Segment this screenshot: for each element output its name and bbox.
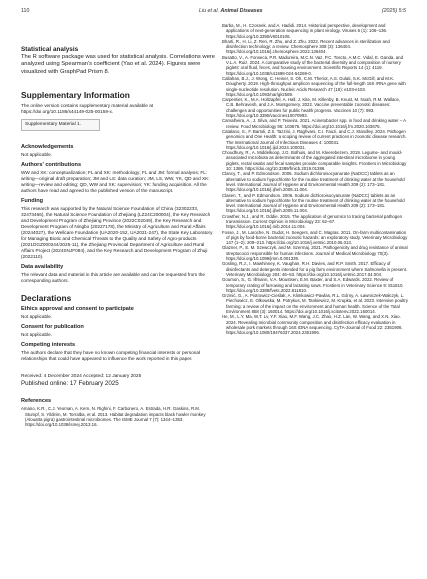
section-heading-statistical-analysis: Statistical analysis <box>21 46 79 53</box>
reference-entry: Glazner, P., E. M. Szewczyk, and M. Szermaj. 2021. Pathogenicity and drug resistance of animal streptococci responsible for human infections. Journal of Medical Microbiology 70(3). https://doi.org/10.1099/jmm.0.001339. <box>222 245 408 262</box>
acknowledgements-text: Not applicable. <box>21 152 53 158</box>
page-number: 110 <box>21 8 30 14</box>
reference-entry: Clancy, T., and P. Edmondson. 2006. Sodium dichloroisocyanurate (NaDCC) tablets as an alternative to sodium hypochlorite for the routine treatment of drinking water at the household level. International Journal of Hygiene and Environmental Health 209 (2): 173–181. https://doi.org/10.1016/j.ijheh.2005.11.004. <box>222 171 405 193</box>
received-accepted-dates: Received: 4 December 2024 Accepted: 12 January 2025 <box>21 374 142 380</box>
funding-heading: Funding <box>21 198 44 205</box>
acknowledgements-heading: Acknowledgements <box>21 144 74 151</box>
supplementary-material-box[interactable] <box>21 119 100 131</box>
ethics-heading: Ethics approval and consent to participate <box>21 306 134 313</box>
contributions-heading: Authors' contributions <box>21 162 82 169</box>
consent-text: Not applicable. <box>21 332 53 338</box>
reference-entry: He, M., L.Y. Ma, W.T. Lv, Y.F. Xiao, M.F. Wang, J.C. Zhao, H.Z. Lan, W. Wang, and X.N. Xiao. 2024. Revealing microbial community composition and disinfection efficacy evaluation in wholesale pork markets through 16S rDNA sequencing. CyTA-Journal of Food 22: 2351906. https://doi.org/10.1080/19476337.2024.2351906. <box>222 314 403 336</box>
reference-entry: Gosling, R.J., I. Mawhinney, K. Vaughan, R.H. Davies, and R.P. Smith. 2017. Efficacy of disinfectants and detergents intended for a pig farm environment where Salmonella is present. Veterinary Microbiology 204: 46–53. https://doi.org/10.1016/j.vetmic.2017.04.004. <box>222 261 408 277</box>
reference-entry: Goumon, S., G. Illmann, V.A. Moustsen, E.M. Baxter, and S.A. Edwards. 2022. Review of temporary crating of farrowing and lactating sows. Frontiers in Veterinary Science 9: 811810. https://doi.org/10.3389/fvets.2022.811810. <box>222 277 404 293</box>
reference-entry: Barba, M., H. Czosnek, and A. Hadidi. 2014. Historical perspective, development and applications of next-generation sequencing in plant virology. Viruses 6 (1): 106–136. https://doi.org/10.3390/v6010106. <box>222 23 388 39</box>
references-heading: References <box>21 398 52 405</box>
statistical-analysis-text: The R software package was used for statistical analysis. Correlations were analyzed using Spearman's coefficient (Yao et al. 2024). Figures were visualized with GraphPad Prism 8. <box>21 54 215 75</box>
reference-entry: Choudhury, R., A. Middelkoop, J.G. Bolhuis, and M. Kleerebezem. 2019. Legume- and mould-associated microbiota as determinants of the aggregated intestinal microbiome in young piglets, rectal swabs and fecal samples provide comparable insights. Frontiers in Microbiology 10: 1386. https://doi.org/10.3389/fmicb.2019.01386. <box>222 150 407 172</box>
references-list-right <box>222 23 408 336</box>
left-column <box>21 46 216 427</box>
reference-entry: Carpentier, K., M.A. Holtzapfel, A. Hall, J. Kite, M. Killenby, B. Knust, M. Noah, R.M. Wallace, C.B. Behravesh, and J.A. Montgomery. 2022. Vaccine preventable zoonotic diseases: challenges and opportunities for public health progress. Vaccines 10 (7): 993. https://doi.org/10.3390/vaccines10070993. <box>222 97 401 119</box>
section-heading-supplementary: Supplementary Information <box>21 90 130 101</box>
competing-interests-text: The authors declare that they have no known competing financial interests or personal relationships that could have appeared to influence the work reported in this paper. <box>21 350 201 362</box>
reference-entry: Grzinić, G., A. Piotrowicz-Cieślak, A. Klimkowicz-Pawlas, R.L. Górny, A. Ławniczek-Wałczyk, L. Piechowicz, E. Olkowska, M. Potrykus, M. Tankiewicz, M. Krupka, et al. 2023. Intensive poultry farming: a review of the impact on the environment and human health. Science of the Total Environment 858 (3): 160014. https://doi.org/10.1016/j.scitotenv.2022.160014. <box>222 293 408 315</box>
reference-entry: Clasen, T., and P. Edmondson. 2006. Sodium dichloroisocyanurate (NaDCC) tablets as an alternative to sodium hypochlorite for the routine treatment of drinking water at the household level. International Journal of Hygiene and Environmental Health 209 (2): 173–181. https://doi.org/10.1016/j.ijheh.2005.11.004. <box>222 192 405 214</box>
reference-entry: Catalano, S., F. Bartoli, Z.S. Tazzini, J. Raghvani, C.I. Fauzi, and C.J. Standley. 2024. Pathogen genomics and One Health: a scoping review of current practices in zoonotic disease research. The International Journal of Infectious Diseases 4: 100031. https://doi.org/10.1016/j.ijid.2024.100031. <box>222 128 407 150</box>
declarations-heading: Declarations <box>21 293 72 304</box>
reference-entry: Bharti, R., H. Li, Z. Ren, R. Zhu, and Z. Zhu. 2022. Recent advances in sterilization and disinfection technology: a review. Chemosphere 308 (3): 136404. https://doi.org/10.1016/j.chemosphere.2022.136404. <box>222 38 390 55</box>
reference-entry: Amano, K.R., C.J. Yeoman, A. Kern, N. Righini, F. Carbonero, A. Estrada, H.R. Gaskins, R.M. Stumpf, S. Yildirim, M. Torralba, et al. 2013. Habitat degradation impacts black howler monkey (Alouatta pigra) gastrointestinal microbiomes. The ISME Journal 7 (7): 1344–1353. https://doi.org/10.1038/ismej.2013.16. <box>21 406 206 428</box>
consent-heading: Consent for publication <box>21 324 84 331</box>
supplementary-material-link[interactable]: Supplementary Material 1. <box>25 122 81 128</box>
data-availability-heading: Data availability <box>21 264 64 271</box>
reference-entry: Callahan, B.J., J. Wong, C. Heiner, S. Oh, C.M. Theriot, A.S. Gulati, S.K. McGill, and M.K. Dougherty. 2019. High-throughput amplicon sequencing of the full-length 16S rRNA gene with single-nucleotide resolution. Nucleic Acids Research 47 (18): e103-e103. https://doi.org/10.1093/nar/gkz569. <box>222 75 406 97</box>
references-list-left <box>21 406 216 427</box>
competing-interests-heading: Competing interests <box>21 342 76 349</box>
supplementary-text: The online version contains supplementary material available at https://doi.org/10.1186/s44149-025-00159-x. <box>21 103 154 115</box>
reference-entry: Carvalheira, A., J. Silva, and P. Teixeira. 2021. Acinetobacter spp. in food and drinking water – A review. Food Microbiology 95: 103675. https://doi.org/10.1016/j.fm.2020.103675. <box>222 118 406 129</box>
running-header <box>21 8 406 18</box>
contributions-text: WW and XK: conceptualization; FL and XK: methodology; FL and JM: formal analysis; FL: writing—original draft preparation; JM and LS: data curation; JM, LS, WW, YK, QD and XK: writing—review and editing; QD, WW and XK: supervision; YK: funding acquisition. All the authors have read and agreed to the published version of the manuscript. <box>21 170 210 194</box>
reference-entry: Busatto, V., A. Fonseca, P.R. Madureira, M.C.N. Vaz, P.C. Toscto, A.M.C. Vidal, E. Ganda, and V.L.A. Ruiz. 2024. A comparative study of the bacterial diversity and composition of nursery piglets' oral fluid, feces, and housing environment. Scientific Reports 14 (1): 4119. https://doi.org/10.1038/s41598-024-54269-0. <box>222 54 403 76</box>
journal-name: Animal Diseases <box>220 8 263 14</box>
ethics-text: Not applicable. <box>21 314 53 320</box>
volume-info: (2025) 5:5 <box>381 8 406 14</box>
reference-entry: Fosse, J., M. Laroche, N. Oudot, H. Seegers, and C. Magras. 2011. On-farm multicontamination of pigs by food-borne bacterial zoonotic hazards: an exploratory study. Veterinary Microbiology 147 (1–2): 209–213. https://doi.org/10.1016/j.vetmic.2010.06.013. <box>222 229 408 246</box>
published-date: Published online: 17 February 2025 <box>21 380 119 388</box>
journal-citation: Liu et al. Animal Diseases <box>199 8 263 14</box>
reference-entry: Crowther, N.J., and R. Oddie. 2015. The application of genomics to tracing bacterial pathogen transmission. Current Opinion in Microbiology 23: 62–67. https://doi.org/10.1016/j.mib.2014.11.004. <box>222 213 403 230</box>
data-availability-text: The relevant data and material in this article are available and can be requested from the corresponding authors. <box>21 272 205 284</box>
funding-text: This research was supported by the Natural Science Foundation of China (32302233, 32473466), the Natural Science Foundation of Zhejiang (LZ24C200004), the Key Research and Development Program of Zhejiang Province (2022C02049), the Key Research and Development Program of Ningbo (20227178), the Ministry of Agriculture and Rural Affairs (20244027), the Wellcare Foundation (UA2020-152, UA2021-247), the State Key Laboratory for Managing Biotic and Chemical Threats to the Quality and Safety of Agro-products (2021DGZ000244/2025-11), the Zhejiang Provincial Department of Agriculture and Rural Affairs Project (2024SNJF084), and the Key Research and Development Program of Zhuji (2022110). <box>21 206 213 260</box>
